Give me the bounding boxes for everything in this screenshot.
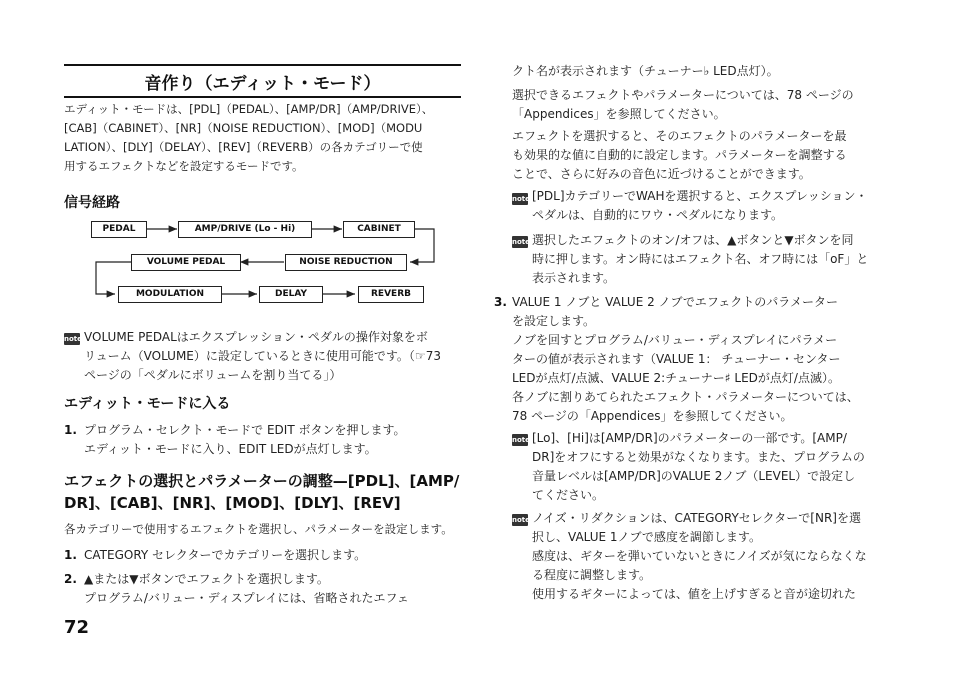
page-title: 音作り（エディット・モード）: [144, 74, 381, 94]
box-volume-pedal: VOLUME PEDAL: [131, 254, 241, 271]
note-line: [PDL]カテゴリーでWAHを選択すると、エクスプレッション・: [532, 189, 868, 203]
note-icon: note: [512, 195, 530, 203]
para-line: も効果的な値に自動的に設定します。パラメーターを調整する: [512, 148, 847, 162]
para-line: 選択できるエフェクトやパラメーターについては、78 ページの: [512, 88, 854, 102]
step-number: 2.: [64, 572, 77, 586]
note-line: リューム（VOLUME）に設定しているときに使用可能です。（☞73: [84, 349, 441, 363]
note-line: る程度に調整します。: [532, 568, 652, 582]
step-line: エディット・モードに入り、EDIT LEDが点灯します。: [84, 442, 377, 456]
note-line: ページの「ペダルにボリュームを割り当てる」）: [84, 368, 342, 382]
step-number: 1.: [64, 548, 77, 562]
step-line: ターの値が表示されます（VALUE 1： チューナー・センター: [512, 352, 841, 366]
select-step-2: [84, 570, 464, 608]
para-line: ことで、さらに好みの音色に近づけることができます。: [512, 167, 811, 181]
box-pedal: PEDAL: [91, 221, 147, 238]
enter-edit-heading: エディット・モードに入る: [64, 396, 231, 412]
note-line: 表示されます。: [532, 271, 616, 285]
note-line: 選択したエフェクトのオン/オフは、▲ボタンと▼ボタンを同: [532, 233, 854, 247]
note-wah: [532, 187, 892, 225]
step-number: 3.: [494, 295, 507, 309]
intro-line: 用するエフェクトなどを設定するモードです。: [64, 159, 304, 173]
box-amp-drive: AMP/DRIVE (Lo - Hi): [178, 221, 312, 238]
note-line: 時に押します。オン時にはエフェクト名、オフ時には「oF」と: [532, 252, 869, 266]
note-noise-reduction: [532, 509, 892, 604]
box-noise-reduction: NOISE REDUCTION: [285, 254, 407, 271]
note-line: VOLUME PEDALはエクスプレッション・ペダルの操作対象をボ: [84, 330, 428, 344]
intro-paragraph: [64, 100, 464, 176]
note-on-off: [532, 231, 892, 288]
intro-line: エディット・モードは、[PDL]（PEDAL）、[AMP/DR]（AMP/DRIVE）、: [64, 102, 434, 116]
box-reverb: REVERB: [358, 286, 424, 303]
note-line: [Lo]、[Hi]は[AMP/DR]のパラメーターの一部です。[AMP/: [532, 431, 847, 445]
signal-path-heading: 信号経路: [64, 195, 120, 211]
note-icon: note: [512, 238, 530, 246]
note-line: ペダルは、自動的にワウ・ペダルになります。: [532, 208, 784, 222]
note-volume-pedal: [84, 328, 464, 385]
para-line: 78 ページの「Appendices」を参照してください。: [512, 409, 793, 423]
heading-line: エフェクトの選択とパラメーターの調整—[PDL]、[AMP/: [64, 472, 460, 490]
note-line: 音量レベルは[AMP/DR]のVALUE 2ノブ（LEVEL）で設定し: [532, 469, 856, 483]
step-line: を設定します。: [512, 314, 596, 328]
para-line: 各ノブに割りあてられたエフェクト・パラメーターについては、: [512, 390, 859, 404]
note-icon: note: [512, 516, 530, 524]
right-para-4: [512, 388, 892, 426]
step-line: ▲または▼ボタンでエフェクトを選択します。: [84, 572, 329, 586]
select-step-3: [512, 293, 892, 388]
step-line: プログラム・セレクト・モードで EDIT ボタンを押します。: [84, 423, 406, 437]
step-line: プログラム/バリュー・ディスプレイには、省略されたエフェ: [84, 591, 409, 605]
step-number: 1.: [64, 423, 77, 437]
intro-line: LATION）、[DLY]（DELAY）、[REV]（REVERB）の各カテゴリーで使: [64, 140, 423, 154]
note-line: てください。: [532, 488, 605, 502]
note-line: 感度は、ギターを弾いていないときにノイズが気にならなくな: [532, 549, 867, 563]
page-title-box: [64, 64, 461, 98]
heading-line: DR]、[CAB]、[NR]、[MOD]、[DLY]、[REV]: [64, 494, 401, 512]
note-icon: note: [512, 436, 530, 444]
step-line: ノブを回すとプログラム/バリュー・ディスプレイにパラメー: [512, 333, 838, 347]
para-line: 「Appendices」を参照してください。: [512, 107, 726, 121]
right-para-2: [512, 86, 892, 124]
select-step-1: CATEGORY セレクターでカテゴリーを選択します。: [84, 548, 367, 562]
right-para-1: クト名が表示されます（チューナー♭ LED点灯）。: [512, 64, 779, 78]
note-lo-hi: [532, 429, 892, 505]
select-intro: 各カテゴリーで使用するエフェクトを選択し、パラメーターを設定します。: [64, 522, 453, 536]
note-line: 択し、VALUE 1ノブで感度を調節します。: [532, 530, 761, 544]
step-line: VALUE 1 ノブと VALUE 2 ノブでエフェクトのパラメーター: [512, 295, 838, 309]
box-modulation: MODULATION: [118, 286, 222, 303]
box-cabinet: CABINET: [343, 221, 415, 238]
note-line: ノイズ・リダクションは、CATEGORYセレクターで[NR]を選: [532, 511, 861, 525]
right-para-3: [512, 127, 892, 184]
step-line: LEDが点灯/点滅、VALUE 2:チューナー♯ LEDが点灯/点滅）。: [512, 371, 840, 385]
intro-line: [CAB]（CABINET）、[NR]（NOISE REDUCTION）、[MOD]（MODU: [64, 121, 423, 135]
select-effect-heading: [64, 470, 464, 514]
note-line: 使用するギターによっては、値を上げすぎると音が途切れた: [532, 587, 856, 601]
note-icon: note: [64, 335, 82, 343]
para-line: エフェクトを選択すると、そのエフェクトのパラメーターを最: [512, 129, 847, 143]
enter-step-1: [84, 421, 464, 459]
box-delay: DELAY: [259, 286, 323, 303]
page-number: 72: [64, 617, 90, 638]
note-line: DR]をオフにすると効果がなくなります。また、プログラムの: [532, 450, 865, 464]
